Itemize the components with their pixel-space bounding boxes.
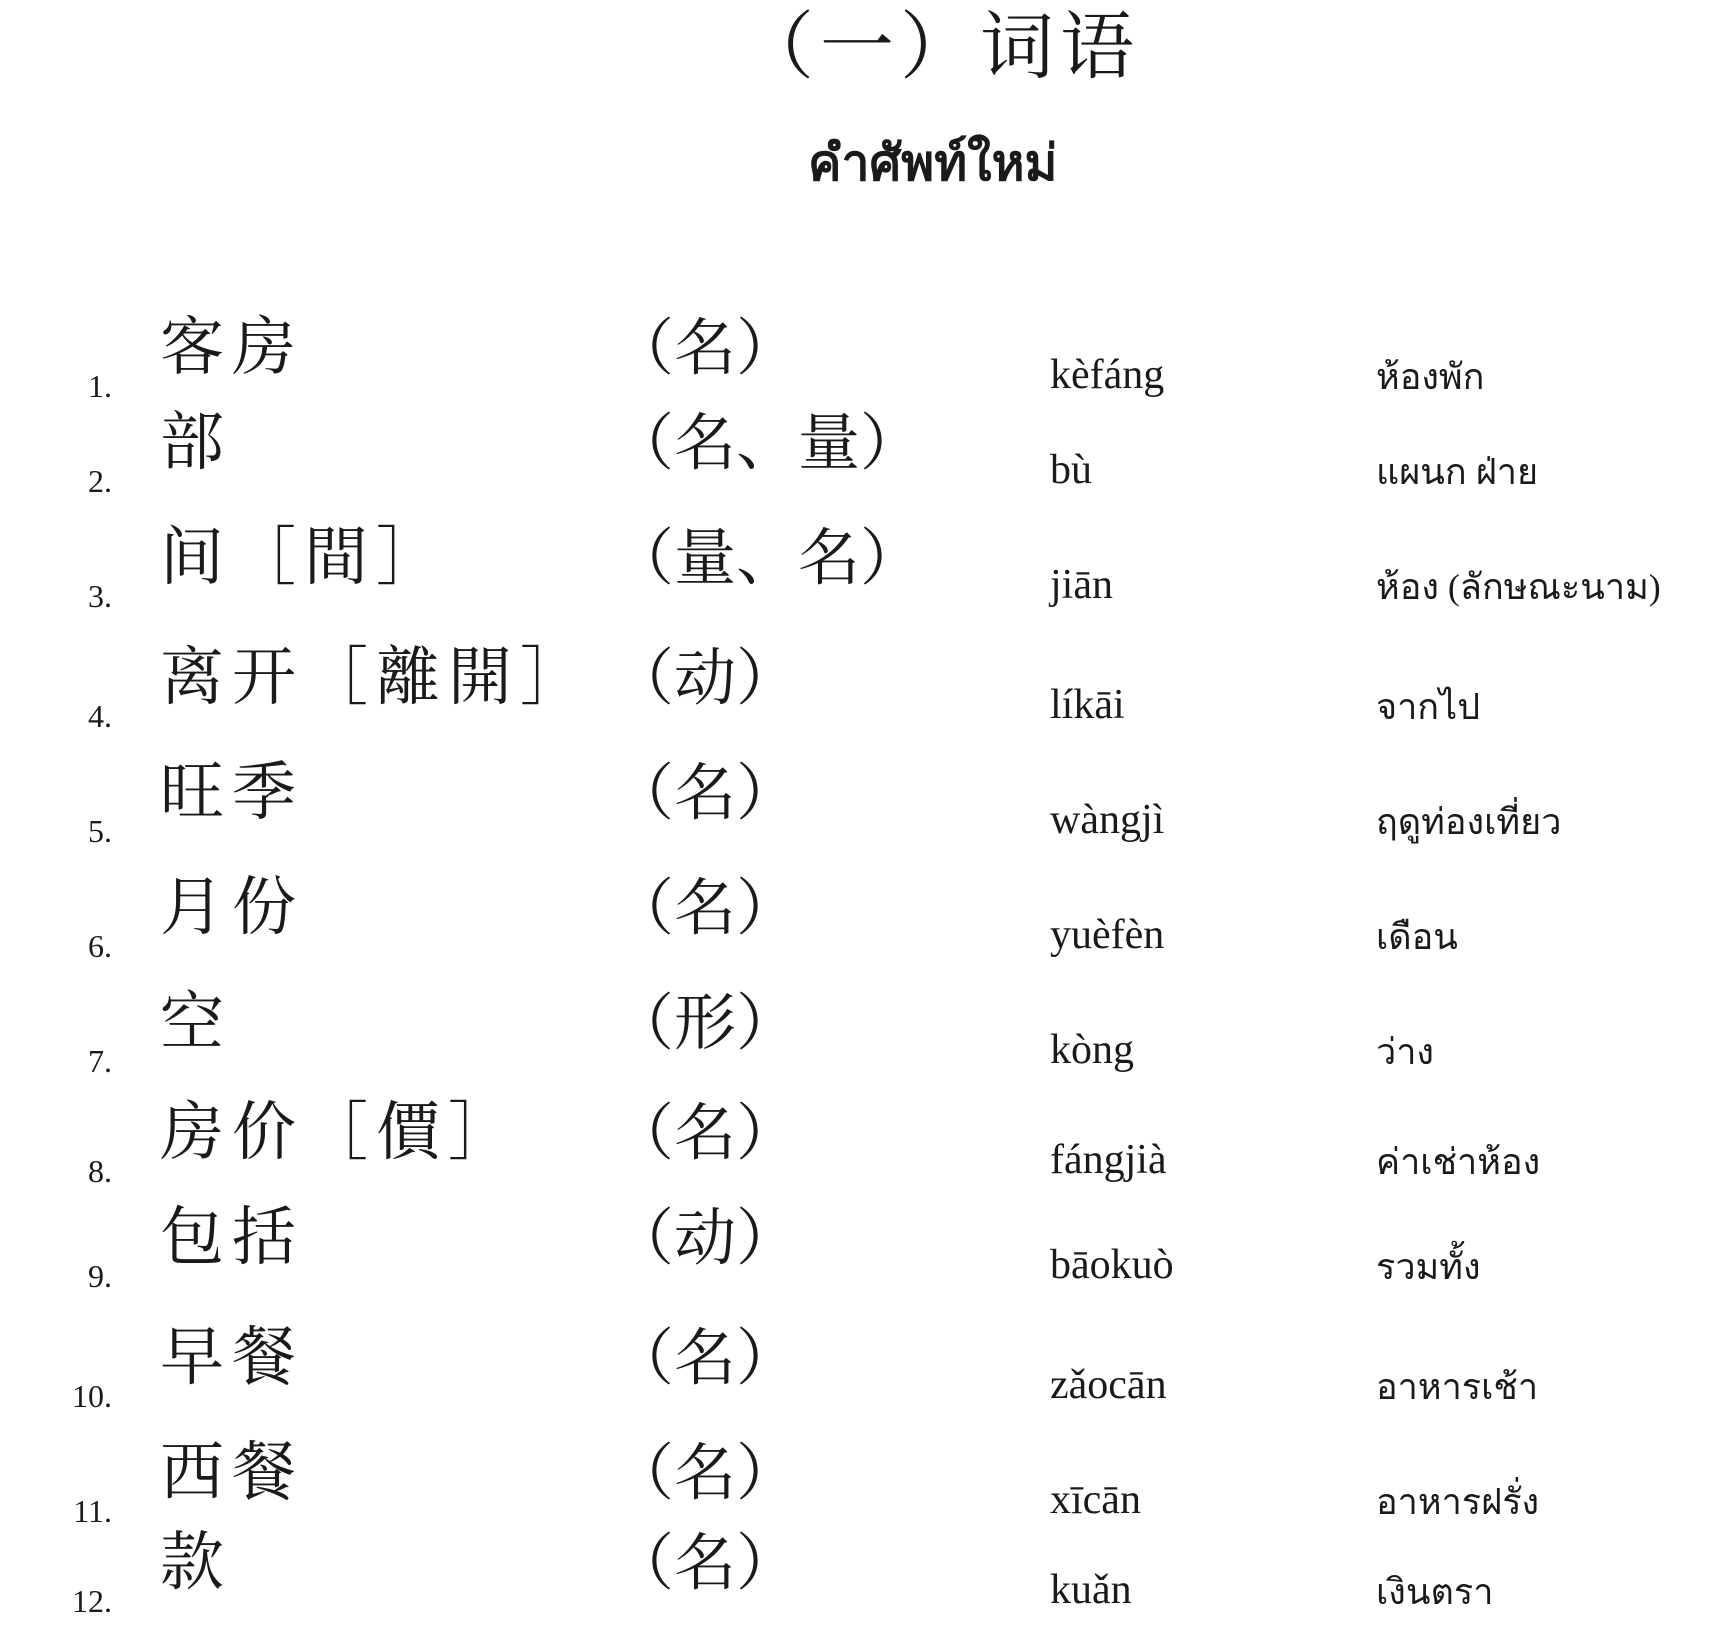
part-of-speech: （名）: [612, 756, 799, 829]
part-of-speech: （动）: [612, 1201, 799, 1274]
item-number: 1.: [88, 368, 112, 404]
item-number: 8.: [88, 1153, 112, 1189]
hanzi-word: 空: [160, 986, 232, 1060]
pinyin: wàngjì: [1050, 797, 1165, 843]
thai-meaning: เดือน: [1376, 917, 1458, 957]
item-number: 7.: [88, 1043, 112, 1079]
hanzi-word: 离开［離開］: [160, 641, 592, 715]
hanzi-word: 西餐: [160, 1436, 304, 1510]
thai-meaning: รวมทั้ง: [1376, 1247, 1481, 1287]
thai-meaning: อาหารฝรั่ง: [1376, 1482, 1540, 1522]
thai-meaning: ฤดูท่องเที่ยว: [1376, 802, 1562, 842]
hanzi-word: 款: [160, 1526, 232, 1600]
pinyin: jiān: [1050, 562, 1113, 608]
part-of-speech: （量、名）: [612, 521, 923, 594]
item-number: 5.: [88, 813, 112, 849]
hanzi-word: 间［間］: [160, 521, 448, 595]
hanzi-word: 月份: [160, 871, 304, 945]
thai-meaning: ห้องพัก: [1376, 357, 1485, 397]
hanzi-word: 包括: [160, 1201, 304, 1275]
thai-meaning: อาหารเช้า: [1376, 1367, 1539, 1407]
vocab-row: [0, 1085, 1728, 1195]
vocab-row: [0, 630, 1728, 740]
part-of-speech: （名）: [612, 1436, 799, 1509]
vocab-row: [0, 975, 1728, 1085]
thai-meaning: ห้อง (ลักษณะนาม): [1376, 567, 1661, 607]
part-of-speech: （名）: [612, 1526, 799, 1599]
hanzi-word: 部: [160, 406, 232, 480]
vocab-row: [0, 300, 1728, 410]
thai-meaning: ค่าเช่าห้อง: [1376, 1142, 1541, 1182]
part-of-speech: （名）: [612, 871, 799, 944]
item-number: 11.: [73, 1493, 112, 1529]
part-of-speech: （名、量）: [612, 406, 923, 479]
vocab-row: [0, 1190, 1728, 1300]
pinyin: fángjià: [1050, 1137, 1167, 1183]
hanzi-word: 客房: [160, 311, 304, 385]
vocab-row: [0, 395, 1728, 505]
thai-meaning: จากไป: [1376, 687, 1481, 727]
item-number: 6.: [88, 928, 112, 964]
item-number: 10.: [72, 1378, 112, 1414]
pinyin: bāokuò: [1050, 1242, 1174, 1288]
part-of-speech: （形）: [612, 986, 799, 1059]
thai-meaning: ว่าง: [1376, 1032, 1435, 1072]
item-number: 2.: [88, 463, 112, 499]
section-subtitle: คำศัพท์ใหม่: [808, 135, 1058, 191]
pinyin: kuǎn: [1050, 1567, 1132, 1613]
hanzi-word: 早餐: [160, 1321, 304, 1395]
vocab-row: [0, 510, 1728, 620]
pinyin: bù: [1050, 447, 1092, 493]
pinyin: zǎocān: [1050, 1362, 1167, 1408]
part-of-speech: （名）: [612, 311, 799, 384]
part-of-speech: （名）: [612, 1096, 799, 1169]
vocab-row: [0, 1515, 1728, 1625]
item-number: 9.: [88, 1258, 112, 1294]
section-title: （一）词语: [740, 4, 1140, 90]
item-number: 3.: [88, 578, 112, 614]
part-of-speech: （名）: [612, 1321, 799, 1394]
thai-meaning: แผนก ฝ่าย: [1376, 452, 1539, 492]
pinyin: yuèfèn: [1050, 912, 1165, 958]
pinyin: xīcān: [1050, 1477, 1141, 1523]
part-of-speech: （动）: [612, 641, 799, 714]
hanzi-word: 房价［價］: [160, 1096, 520, 1170]
pinyin: kèfáng: [1050, 352, 1165, 398]
pinyin: kòng: [1050, 1027, 1134, 1073]
hanzi-word: 旺季: [160, 756, 304, 830]
thai-meaning: เงินตรา: [1376, 1572, 1494, 1612]
item-number: 4.: [88, 698, 112, 734]
pinyin: líkāi: [1050, 682, 1125, 728]
vocab-row: [0, 860, 1728, 970]
item-number: 12.: [72, 1583, 112, 1619]
vocab-row: [0, 1310, 1728, 1420]
vocab-row: [0, 745, 1728, 855]
